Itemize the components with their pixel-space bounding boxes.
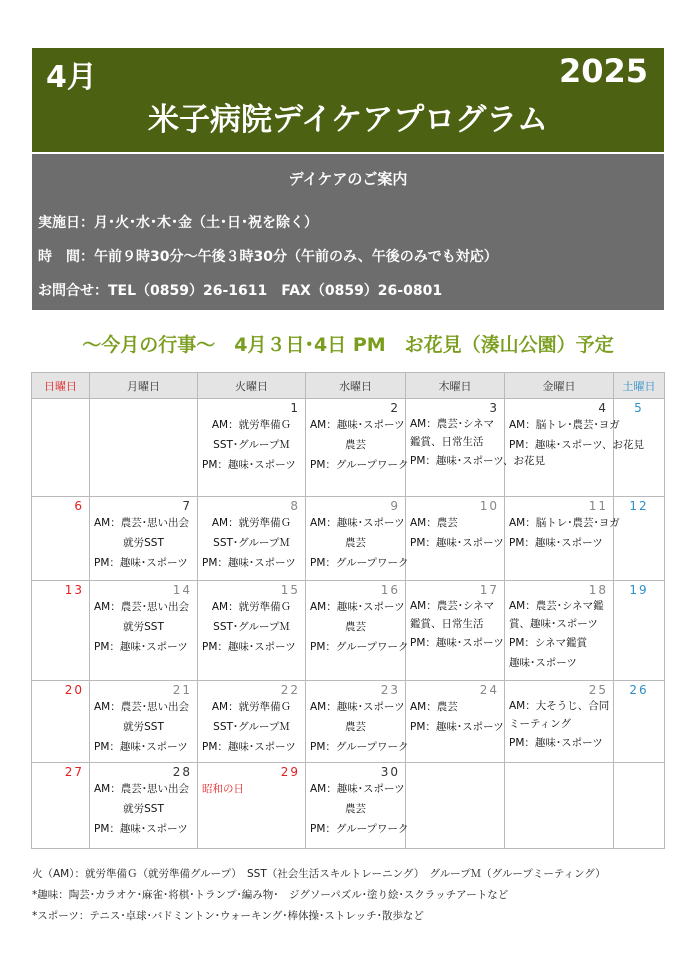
weekday-mon: 月曜日: [90, 373, 198, 399]
day-number: 16: [380, 583, 400, 597]
calendar-day-cell: [614, 399, 665, 497]
footnotes: [32, 864, 606, 927]
day-activity: PM：趣味･スポーツ: [94, 823, 188, 835]
day-number: 17: [479, 583, 499, 597]
day-number: [90, 399, 197, 415]
day-activity: PM：グループワーク: [310, 823, 409, 835]
calendar-day-cell: [32, 497, 90, 581]
day-number: 20: [64, 683, 84, 697]
day-number: 29: [280, 765, 300, 779]
day-activity: AM：脳トレ･農芸･ヨガ: [509, 419, 620, 431]
day-activity: AM：就労準備Ｇ: [211, 701, 292, 713]
calendar-day-cell: [306, 681, 409, 763]
day-activity: PM：趣味･スポーツ: [94, 741, 188, 753]
footnote-sports: *スポーツ：テニス･卓球･バドミントン･ウォーキング･棒体操･ストレッチ･散歩など: [32, 910, 424, 922]
day-number: 27: [64, 765, 84, 779]
day-activity: PM：シネマ鑑賞: [509, 637, 588, 649]
day-number: 14: [172, 583, 192, 597]
calendar-day-cell: [406, 581, 505, 681]
day-number: 4: [598, 401, 608, 415]
calendar-day-cell: [90, 681, 198, 763]
hours-line: 時 間：午前９時30分～午後３時30分（午前のみ、午後のみでも対応）: [38, 249, 498, 265]
weekday-sun: 日曜日: [32, 373, 90, 399]
day-activity: PM：趣味･スポーツ: [410, 537, 504, 549]
day-number: [505, 763, 613, 779]
day-activity: 農芸: [345, 803, 366, 815]
day-number: 8: [290, 499, 300, 513]
day-activity: PM：趣味･スポーツ: [202, 741, 296, 753]
day-activity: AM：農芸: [410, 517, 458, 529]
day-number: 15: [280, 583, 300, 597]
page-title: 米子病院デイケアプログラム: [148, 102, 548, 138]
day-number: 19: [629, 583, 649, 597]
weekday-wed: 水曜日: [306, 373, 406, 399]
day-activity: AM：就労準備Ｇ: [211, 601, 292, 613]
day-number: 25: [588, 683, 608, 697]
calendar-day-cell: [306, 581, 409, 681]
day-activity: SST･グループＭ: [213, 439, 290, 451]
day-activity: PM：趣味･スポーツ: [94, 641, 188, 653]
calendar-day-cell: [32, 581, 90, 681]
day-activity: 農芸: [345, 439, 366, 451]
header-banner: [32, 48, 664, 152]
day-activity: PM：趣味･スポーツ、お花見: [509, 439, 644, 451]
calendar-day-cell: [32, 681, 90, 763]
calendar-day-cell: [32, 763, 90, 849]
day-activity: AM：就労準備Ｇ: [211, 419, 292, 431]
calendar-week-row: [32, 763, 665, 849]
calendar-day-cell: [198, 763, 306, 849]
day-activity: PM：趣味･スポーツ: [509, 537, 603, 549]
day-activity: AM：農芸･思い出会: [94, 701, 189, 713]
calendar-day-cell: [505, 581, 614, 681]
calendar-week-row: [32, 497, 665, 581]
weekday-tue: 火曜日: [198, 373, 306, 399]
day-activity: 昭和の日: [202, 783, 244, 795]
calendar-day-cell: [406, 399, 545, 497]
day-activity: AM：農芸･思い出会: [94, 783, 189, 795]
day-number: 3: [489, 401, 499, 415]
day-number: [406, 763, 504, 779]
day-activity: 就労SST: [123, 537, 164, 549]
day-activity: AM：趣味･スポーツ: [310, 419, 405, 431]
day-number: 24: [479, 683, 499, 697]
day-number: 23: [380, 683, 400, 697]
calendar-day-cell: [198, 681, 306, 763]
day-activity: PM：趣味･スポーツ: [202, 557, 296, 569]
day-number: 9: [390, 499, 400, 513]
day-number: 18: [588, 583, 608, 597]
calendar-day-cell: [505, 399, 644, 497]
day-activity: AM：趣味･スポーツ: [310, 517, 405, 529]
calendar-week-row: [32, 399, 665, 497]
calendar-day-cell: [614, 681, 665, 763]
day-number: 21: [172, 683, 192, 697]
calendar-day-cell: [90, 763, 198, 849]
day-activity: 就労SST: [123, 803, 164, 815]
day-activity: SST･グループＭ: [213, 537, 290, 549]
info-heading: デイケアのご案内: [288, 170, 408, 188]
day-activity: PM：グループワーク: [310, 741, 409, 753]
day-activity: PM：趣味･スポーツ: [202, 459, 296, 471]
calendar-day-cell: [505, 763, 614, 849]
day-activity: 農芸: [345, 537, 366, 549]
day-activity: AM：農芸･シネマ鑑賞、趣味･スポーツ: [509, 600, 604, 630]
footnote-abbreviations: 火（AM）：就労準備Ｇ（就労準備グループ） SST（社会生活スキルトレーニング） グループＭ（グループミーティング）: [32, 868, 606, 880]
day-number: 12: [629, 499, 649, 513]
calendar-day-cell: [90, 581, 198, 681]
calendar-day-cell: [32, 399, 90, 497]
calendar-day-cell: [90, 497, 198, 581]
day-activity: PM：趣味･スポーツ: [410, 637, 504, 649]
info-panel: [32, 154, 664, 310]
day-activity: 就労SST: [123, 621, 164, 633]
calendar-day-cell: [198, 497, 306, 581]
calendar-day-cell: [614, 581, 665, 681]
day-activity: PM：趣味･スポーツ: [509, 737, 603, 749]
day-activity: 農芸: [345, 721, 366, 733]
day-number: 28: [172, 765, 192, 779]
calendar-day-cell: [306, 497, 409, 581]
day-number: 26: [629, 683, 649, 697]
calendar-day-cell: [614, 497, 665, 581]
day-activity: SST･グループＭ: [213, 621, 290, 633]
calendar-week-row: [32, 681, 665, 763]
calendar-day-cell: [406, 681, 505, 763]
day-number: 5: [634, 401, 644, 415]
day-activity: PM：趣味･スポーツ、お花見: [410, 455, 545, 467]
calendar-day-cell: [90, 399, 198, 497]
year-label: 2025: [558, 52, 648, 90]
calendar-day-cell: [198, 581, 306, 681]
day-activity: AM：就労準備Ｇ: [211, 517, 292, 529]
day-number: 2: [390, 401, 400, 415]
day-activity: AM：脳トレ･農芸･ヨガ: [509, 517, 620, 529]
day-number: 7: [182, 499, 192, 513]
day-number: [614, 763, 664, 779]
day-activity: SST･グループＭ: [213, 721, 290, 733]
day-activity: 趣味･スポーツ: [509, 657, 577, 669]
calendar-day-cell: [505, 497, 620, 581]
calendar-day-cell: [406, 763, 505, 849]
calendar-day-cell: [505, 681, 614, 763]
day-activity: PM：趣味･スポーツ: [202, 641, 296, 653]
day-activity: 農芸: [345, 621, 366, 633]
day-number: 6: [74, 499, 84, 513]
weekday-fri: 金曜日: [505, 373, 614, 399]
day-activity: AM：趣味･スポーツ: [310, 783, 405, 795]
days-line: 実施日：月･火･水･木･金（土･日･祝を除く）: [38, 215, 318, 231]
day-activity: PM：グループワーク: [310, 557, 409, 569]
month-label: 4月: [46, 60, 97, 95]
calendar-table: [31, 372, 665, 849]
calendar-day-cell: [306, 763, 409, 849]
day-number: 11: [588, 499, 608, 513]
day-activity: PM：趣味･スポーツ: [410, 721, 504, 733]
day-activity: AM：農芸･思い出会: [94, 601, 189, 613]
day-number: [32, 399, 89, 415]
weekday-thu: 木曜日: [406, 373, 505, 399]
weekday-sat: 土曜日: [614, 373, 665, 399]
day-number: 1: [290, 401, 300, 415]
calendar-day-cell: [198, 399, 306, 497]
footnote-hobbies: *趣味：陶芸･カラオケ･麻雀･将棋･トランプ･編み物･ ジグソーパズル･塗り絵･スクラッチアートなど: [32, 889, 509, 901]
day-activity: PM：グループワーク: [310, 459, 409, 471]
day-activity: AM：趣味･スポーツ: [310, 601, 405, 613]
day-activity: AM：趣味･スポーツ: [310, 701, 405, 713]
day-activity: AM：農芸: [410, 701, 458, 713]
day-activity: PM：グループワーク: [310, 641, 409, 653]
day-number: 30: [380, 765, 400, 779]
contact-line: お問合せ：TEL（0859）26-1611 FAX（0859）26-0801: [38, 283, 443, 299]
monthly-events: ～今月の行事～ 4月３日･4日 PM お花見（湊山公園）予定: [82, 334, 614, 356]
day-activity: AM：農芸･シネマ鑑賞、日常生活: [410, 418, 495, 448]
calendar-day-cell: [614, 763, 665, 849]
day-activity: AM：農芸･思い出会: [94, 517, 189, 529]
day-number: 22: [280, 683, 300, 697]
day-number: 13: [64, 583, 84, 597]
day-activity: AM：農芸･シネマ鑑賞、日常生活: [410, 600, 495, 630]
day-number: 10: [479, 499, 499, 513]
calendar-week-row: [32, 581, 665, 681]
calendar-day-cell: [406, 497, 505, 581]
day-activity: PM：趣味･スポーツ: [94, 557, 188, 569]
calendar-day-cell: [306, 399, 409, 497]
weekday-header-row: [32, 373, 665, 399]
day-activity: 就労SST: [123, 721, 164, 733]
day-activity: AM：大そうじ、合同ミーティング: [509, 700, 610, 730]
